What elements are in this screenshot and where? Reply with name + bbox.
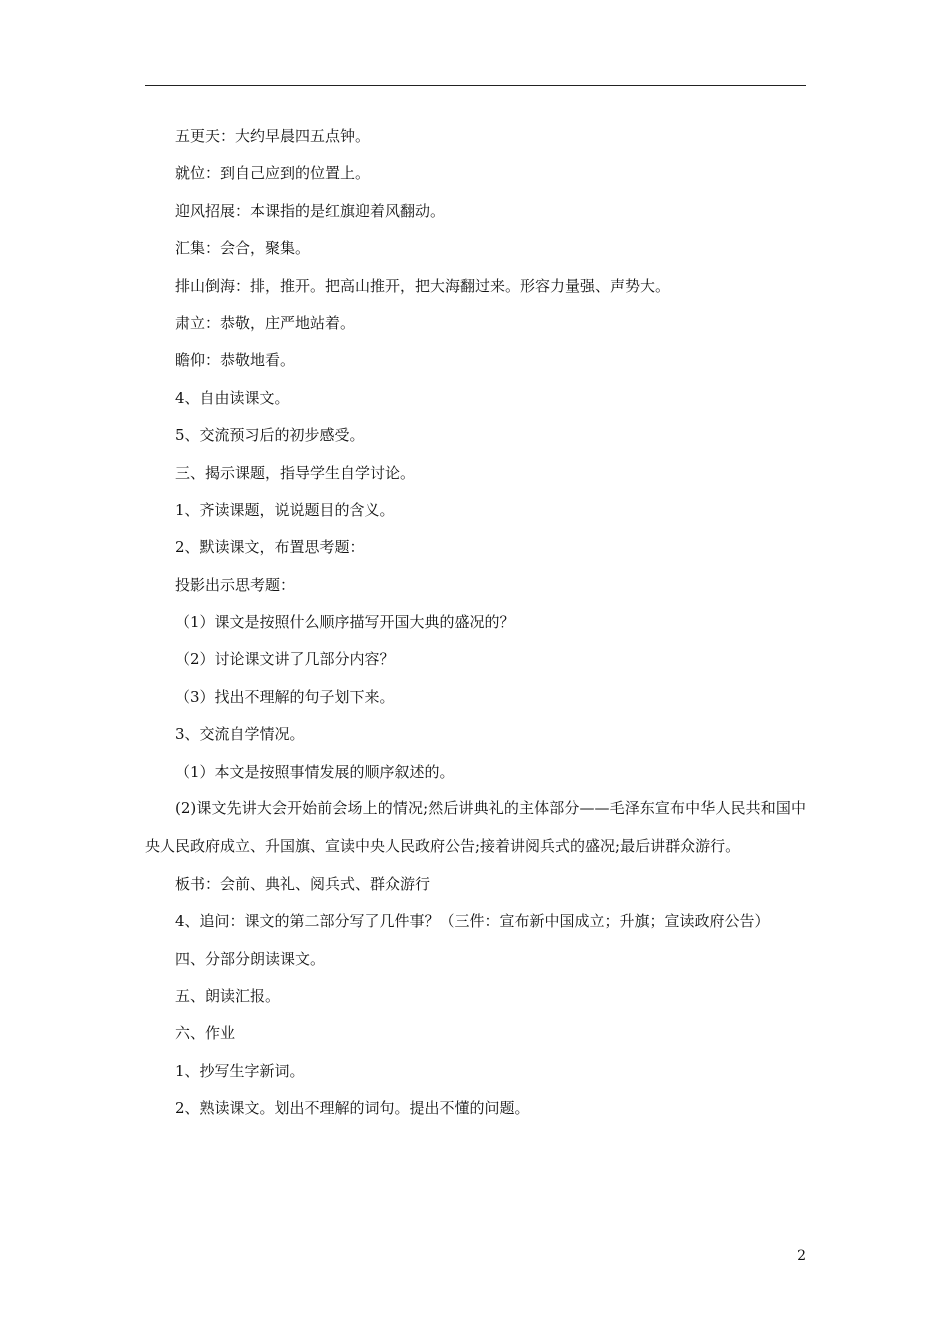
text-line: 肃立：恭敬，庄严地站着。 xyxy=(175,313,356,332)
homework-item: 1、抄写生字新词。 xyxy=(175,1061,305,1080)
text-line: 五更天：大约早晨四五点钟。 xyxy=(175,127,371,145)
text-line: 瞻仰：恭敬地看。 xyxy=(175,351,296,370)
text-line: 汇集：会合，聚集。 xyxy=(175,239,311,258)
section-heading: 六、作业 xyxy=(175,1024,236,1043)
question-item: （1）课文是按照什么顺序描写开国大典的盛况的？ xyxy=(175,613,515,632)
answer-item: （1）本文是按照事情发展的顺序叙述的。 xyxy=(175,762,455,781)
blackboard-note: 板书：会前、典礼、阅兵式、群众游行 xyxy=(175,874,431,893)
homework-item: 2、熟读课文。划出不理解的词句。提出不懂的问题。 xyxy=(175,1099,530,1118)
section-heading: 五、朗读汇报。 xyxy=(175,987,281,1006)
question-item: （3）找出不理解的句子划下来。 xyxy=(175,687,395,706)
text-line: 5、交流预习后的初步感受。 xyxy=(175,426,365,445)
page-number: 2 xyxy=(797,1248,806,1264)
document-body xyxy=(145,125,806,1135)
text-line: 投影出示思考题： xyxy=(175,575,296,594)
text-line: 3、交流自学情况。 xyxy=(175,725,305,744)
text-line: 4、自由读课文。 xyxy=(175,388,290,407)
section-heading: 三、揭示课题，指导学生自学讨论。 xyxy=(175,463,416,482)
text-line: 4、追问：课文的第二部分写了几件事？（三件：宣布新中国成立；升旗；宣读政府公告） xyxy=(175,912,770,931)
header-rule xyxy=(145,85,806,86)
text-line: 就位：到自己应到的位置上。 xyxy=(175,164,371,183)
text-line: 迎风招展：本课指的是红旗迎着风翻动。 xyxy=(175,201,446,220)
question-item: （2）讨论课文讲了几部分内容？ xyxy=(175,650,395,669)
text-line: 1、齐读课题，说说题目的含义。 xyxy=(175,500,395,519)
answer-paragraph: (2)课文先讲大会开始前会场上的情况;然后讲典礼的主体部分——毛泽东宣布中华人民共和国中央人民政府成立、升国旗、宣读中央人民政府公告;接着讲阅兵式的盛况;最后讲群众游行。 xyxy=(145,799,806,855)
text-line: 排山倒海：排，推开。把高山推开，把大海翻过来。形容力量强、声势大。 xyxy=(175,276,671,295)
text-line: 2、默读课文，布置思考题： xyxy=(175,538,365,557)
section-heading: 四、分部分朗读课文。 xyxy=(175,949,326,968)
